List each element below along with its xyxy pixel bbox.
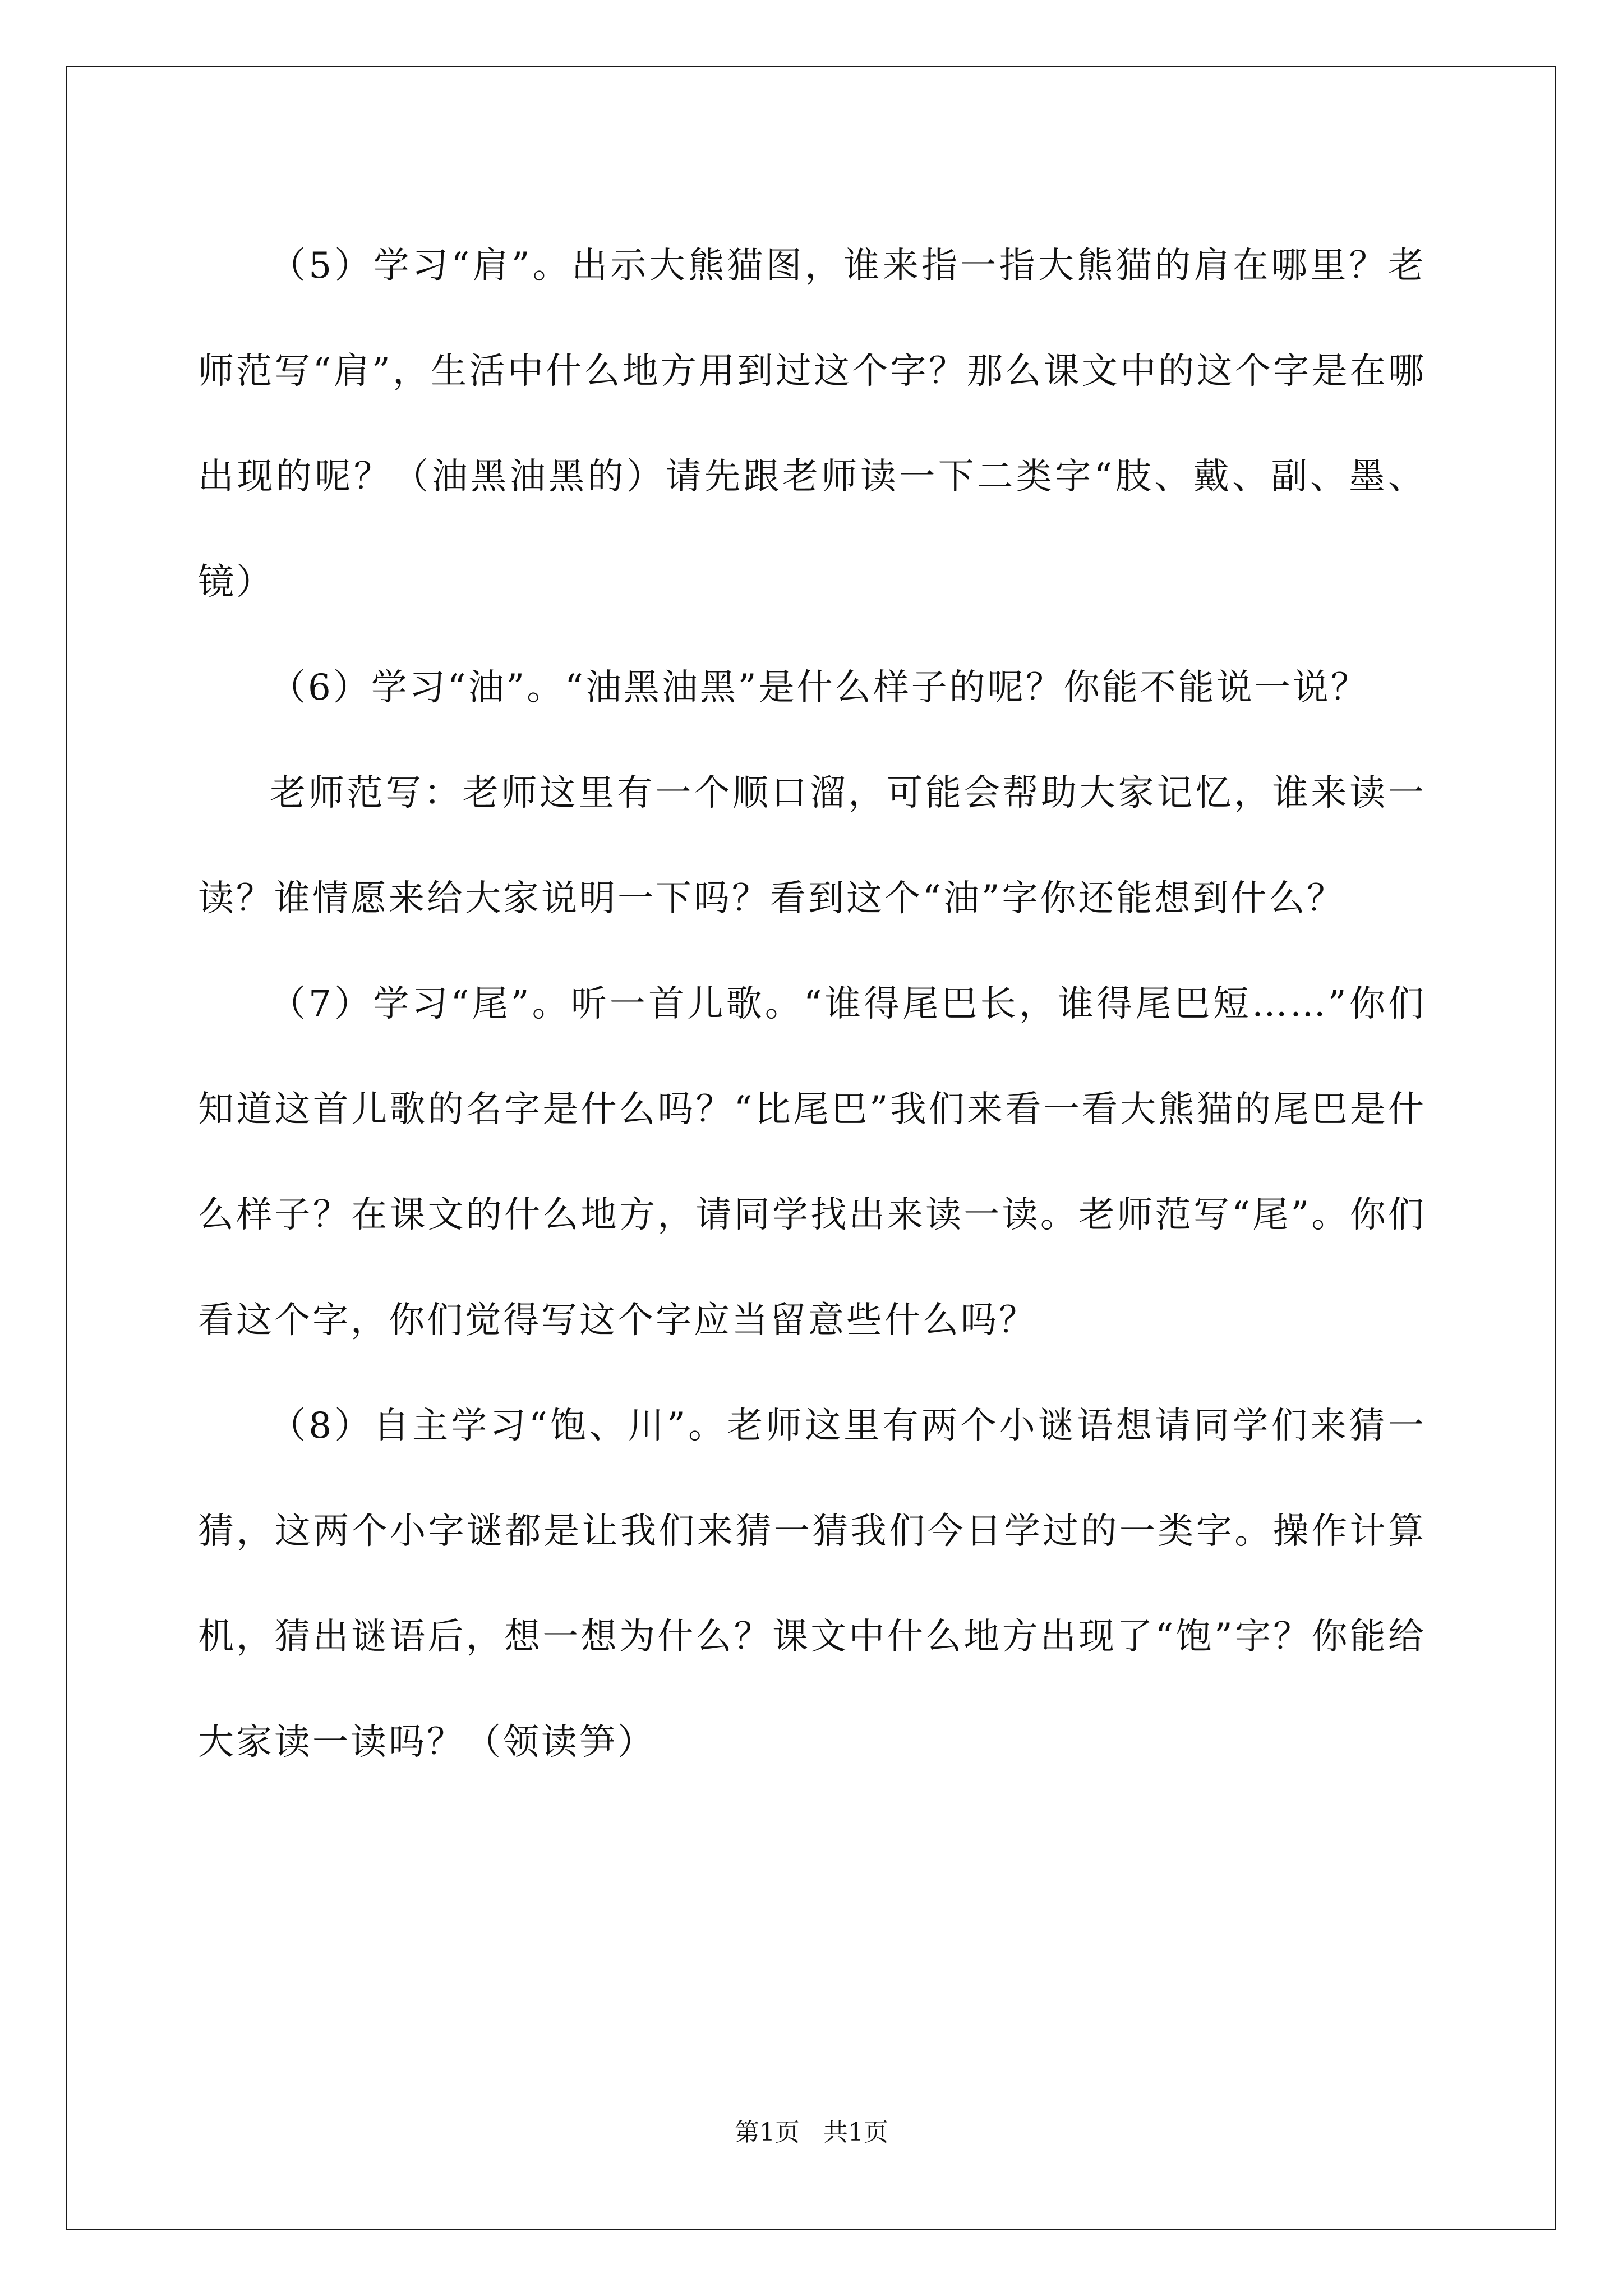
- paragraph: （7）学习“尾”。听一首儿歌。“谁得尾巴长，谁得尾巴短……”你们知道这首儿歌的名字是什么吗？“比尾巴”我们来看一看大熊猫的尾巴是什么样子？在课文的什么地方，请同学找出来读一读。老师范写“尾”。你们看这个字，你们觉得写这个字应当留意些什么吗？: [198, 983, 1426, 1341]
- paragraph: （6）学习“油”。“油黑油黑”是什么样子的呢？你能不能说一说？: [270, 667, 1369, 708]
- paragraph: 老师范写：老师这里有一个顺口溜，可能会帮助大家记忆，谁来读一读？谁情愿来给大家说明一下吗？看到这个“油”字你还能想到什么？: [198, 772, 1426, 919]
- document-body: [198, 213, 1426, 1795]
- page-footer: 第1页 共1页: [735, 2118, 888, 2147]
- paragraph: （8）自主学习“饱、川”。老师这里有两个小谜语想请同学们来猜一猜，这两个小字谜都是让我们来猜一猜我们今日学过的一类字。操作计算机，猜出谜语后，想一想为什么？课文中什么地方出现了“饱”字？你能给大家读一读吗？（领读笋）: [198, 1405, 1426, 1763]
- paragraph: （5）学习“肩”。出示大熊猫图，谁来指一指大熊猫的肩在哪里？老师范写“肩”，生活中什么地方用到过这个字？那么课文中的这个字是在哪出现的呢？（油黑油黑的）请先跟老师读一下二类字“肢、戴、副、墨、镜）: [198, 245, 1426, 603]
